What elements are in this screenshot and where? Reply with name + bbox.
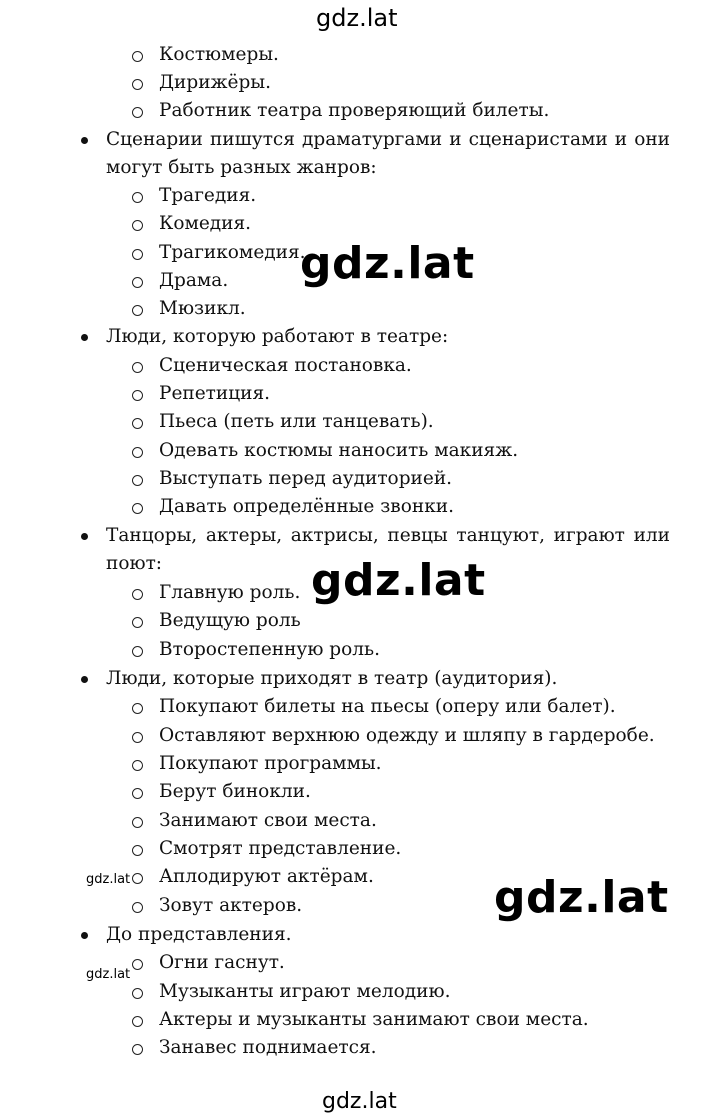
list-item: Пьеса (петь или танцевать). <box>159 411 434 432</box>
paragraph-line: Сценарии пишутся драматургами и сценаристами и они <box>106 129 670 150</box>
list-item: Музыканты играют мелодию. <box>159 981 451 1002</box>
circle-bullet-icon <box>132 703 143 714</box>
circle-bullet-icon <box>132 220 143 231</box>
bullet-icon <box>81 334 88 341</box>
bullet-icon <box>81 137 88 144</box>
circle-bullet-icon <box>132 362 143 373</box>
list-item: Смотрят представление. <box>159 838 402 859</box>
list-item: Аплодируют актёрам. <box>159 866 374 887</box>
list-item: Выступать перед аудиторией. <box>159 468 453 489</box>
circle-bullet-icon <box>132 959 143 970</box>
paragraph-line: поют: <box>106 553 163 574</box>
circle-bullet-icon <box>132 617 143 628</box>
watermark-top: gdz.lat <box>316 4 398 32</box>
circle-bullet-icon <box>132 902 143 913</box>
list-item: Сценическая постановка. <box>159 355 412 376</box>
watermark-small-2: gdz.lat <box>86 967 131 982</box>
circle-bullet-icon <box>132 1016 143 1027</box>
bullet-icon <box>81 533 88 540</box>
list-item: Второстепенную роль. <box>159 639 380 660</box>
list-item: Давать определённые звонки. <box>159 496 454 517</box>
circle-bullet-icon <box>132 1044 143 1055</box>
bullet-icon <box>81 676 88 683</box>
list-item: Трагедия. <box>159 185 257 206</box>
circle-bullet-icon <box>132 79 143 90</box>
list-item: Берут бинокли. <box>159 781 311 802</box>
circle-bullet-icon <box>132 249 143 260</box>
circle-bullet-icon <box>132 988 143 999</box>
circle-bullet-icon <box>132 817 143 828</box>
list-item: Драма. <box>159 270 229 291</box>
watermark-mid-1: gdz.lat <box>300 238 475 289</box>
list-item: Ведущую роль <box>159 610 301 631</box>
circle-bullet-icon <box>132 503 143 514</box>
list-item: Огни гаснут. <box>159 952 285 973</box>
list-item: Занавес поднимается. <box>159 1037 377 1058</box>
list-item: Костюмеры. <box>159 44 279 65</box>
circle-bullet-icon <box>132 51 143 62</box>
circle-bullet-icon <box>132 646 143 657</box>
watermark-bottom: gdz.lat <box>322 1089 397 1114</box>
list-item: Занимают свои места. <box>159 810 377 831</box>
paragraph-line: Люди, которую работают в театре: <box>106 326 449 347</box>
list-item: Оставляют верхнюю одежду и шляпу в гардеробе. <box>159 725 655 746</box>
circle-bullet-icon <box>132 788 143 799</box>
list-item: Зовут актеров. <box>159 895 303 916</box>
paragraph-line: Люди, которые приходят в театр (аудитория). <box>106 668 558 689</box>
circle-bullet-icon <box>132 305 143 316</box>
circle-bullet-icon <box>132 873 143 884</box>
list-item: Покупают программы. <box>159 753 382 774</box>
circle-bullet-icon <box>132 107 143 118</box>
circle-bullet-icon <box>132 732 143 743</box>
circle-bullet-icon <box>132 760 143 771</box>
circle-bullet-icon <box>132 390 143 401</box>
circle-bullet-icon <box>132 418 143 429</box>
circle-bullet-icon <box>132 845 143 856</box>
list-item: Покупают билеты на пьесы (оперу или балет). <box>159 696 616 717</box>
list-item: Одевать костюмы наносить макияж. <box>159 440 519 461</box>
list-item: Трагикомедия. <box>159 242 306 263</box>
circle-bullet-icon <box>132 447 143 458</box>
list-item: Актеры и музыканты занимают свои места. <box>159 1009 589 1030</box>
bullet-icon <box>81 932 88 939</box>
list-item: Комедия. <box>159 213 252 234</box>
paragraph-line: могут быть разных жанров: <box>106 157 377 178</box>
watermark-mid-3: gdz.lat <box>494 872 669 923</box>
circle-bullet-icon <box>132 277 143 288</box>
list-item: Главную роль. <box>159 582 301 603</box>
list-item: Репетиция. <box>159 383 271 404</box>
paragraph-line: Танцоры, актеры, актрисы, певцы танцуют, играют или <box>106 525 670 546</box>
circle-bullet-icon <box>132 589 143 600</box>
watermark-small-1: gdz.lat <box>86 872 131 887</box>
list-item: Дирижёры. <box>159 72 271 93</box>
watermark-mid-2: gdz.lat <box>311 555 486 606</box>
circle-bullet-icon <box>132 192 143 203</box>
circle-bullet-icon <box>132 475 143 486</box>
list-item: Работник театра проверяющий билеты. <box>159 100 550 121</box>
list-item: Мюзикл. <box>159 298 246 319</box>
paragraph-line: До представления. <box>106 924 292 945</box>
